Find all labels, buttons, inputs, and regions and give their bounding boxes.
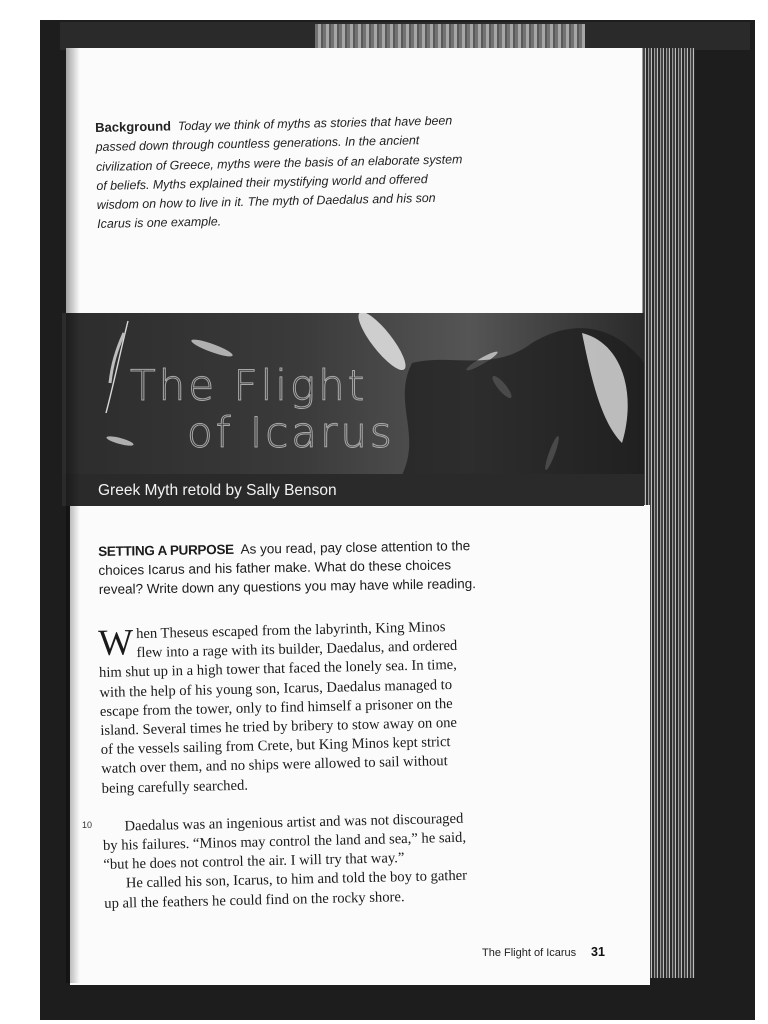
drop-cap: W — [97, 622, 134, 664]
background-label: Background — [95, 118, 172, 135]
feather-icon — [106, 321, 128, 413]
purpose-text: As you read, pay close attention to the choices Icarus and his father make. What do these choices reveal? Write down any questions you may have while reading. — [98, 538, 477, 597]
background-note — [95, 110, 472, 235]
purpose-label: SETTING A PURPOSE — [98, 541, 234, 559]
story-text — [98, 618, 476, 914]
page-number: 31 — [591, 945, 605, 959]
line-number: 10 — [82, 820, 93, 830]
setting-a-purpose — [98, 536, 499, 599]
background-text: Today we think of myths as stories that have been passed down through countless generations. In the ancient civilization of Greece, myths were the basis of an elaborate system of beliefs. Myths explained their mystifying world and offered wisdom on how to live in it. The myth of Daedalus and his son Icarus is one example. — [95, 113, 463, 232]
title-banner — [62, 313, 644, 475]
paragraph-3: He called his son, Icarus, to him and told the boy to gather up all the feathers he could find on the rocky shore. — [104, 868, 468, 912]
paragraph-1-text: hen Theseus escaped from the labyrinth, King Minos flew into a rage with its builder, Daedalus, and ordered him shut up in a high tower that faced the lonely sea. In time, with the help of his young son, Icarus, Daedalus managed to escape from the tower, only to find himself a prisoner on the island. Several times he tried by bribery to stow away on one of the vessels sailing from Crete, but King Minos kept strict watch over them, and no ships were allowed to sail without being carefully searched. — [98, 619, 458, 797]
title-line-2: of Icarus — [187, 408, 395, 457]
author-credit: Greek Myth retold by Sally Benson — [98, 482, 337, 499]
title-line-1: The Flight — [130, 361, 368, 410]
paragraph-2: Daedalus was an ingenious artist and was not discouraged by his failures. “Minos may control the land and sea,” he said, “but he does not control the air. I will try that way.” — [102, 810, 467, 874]
paragraph-1 — [98, 618, 474, 799]
scan-noise — [315, 24, 585, 50]
running-footer-title: The Flight of Icarus — [482, 947, 577, 959]
